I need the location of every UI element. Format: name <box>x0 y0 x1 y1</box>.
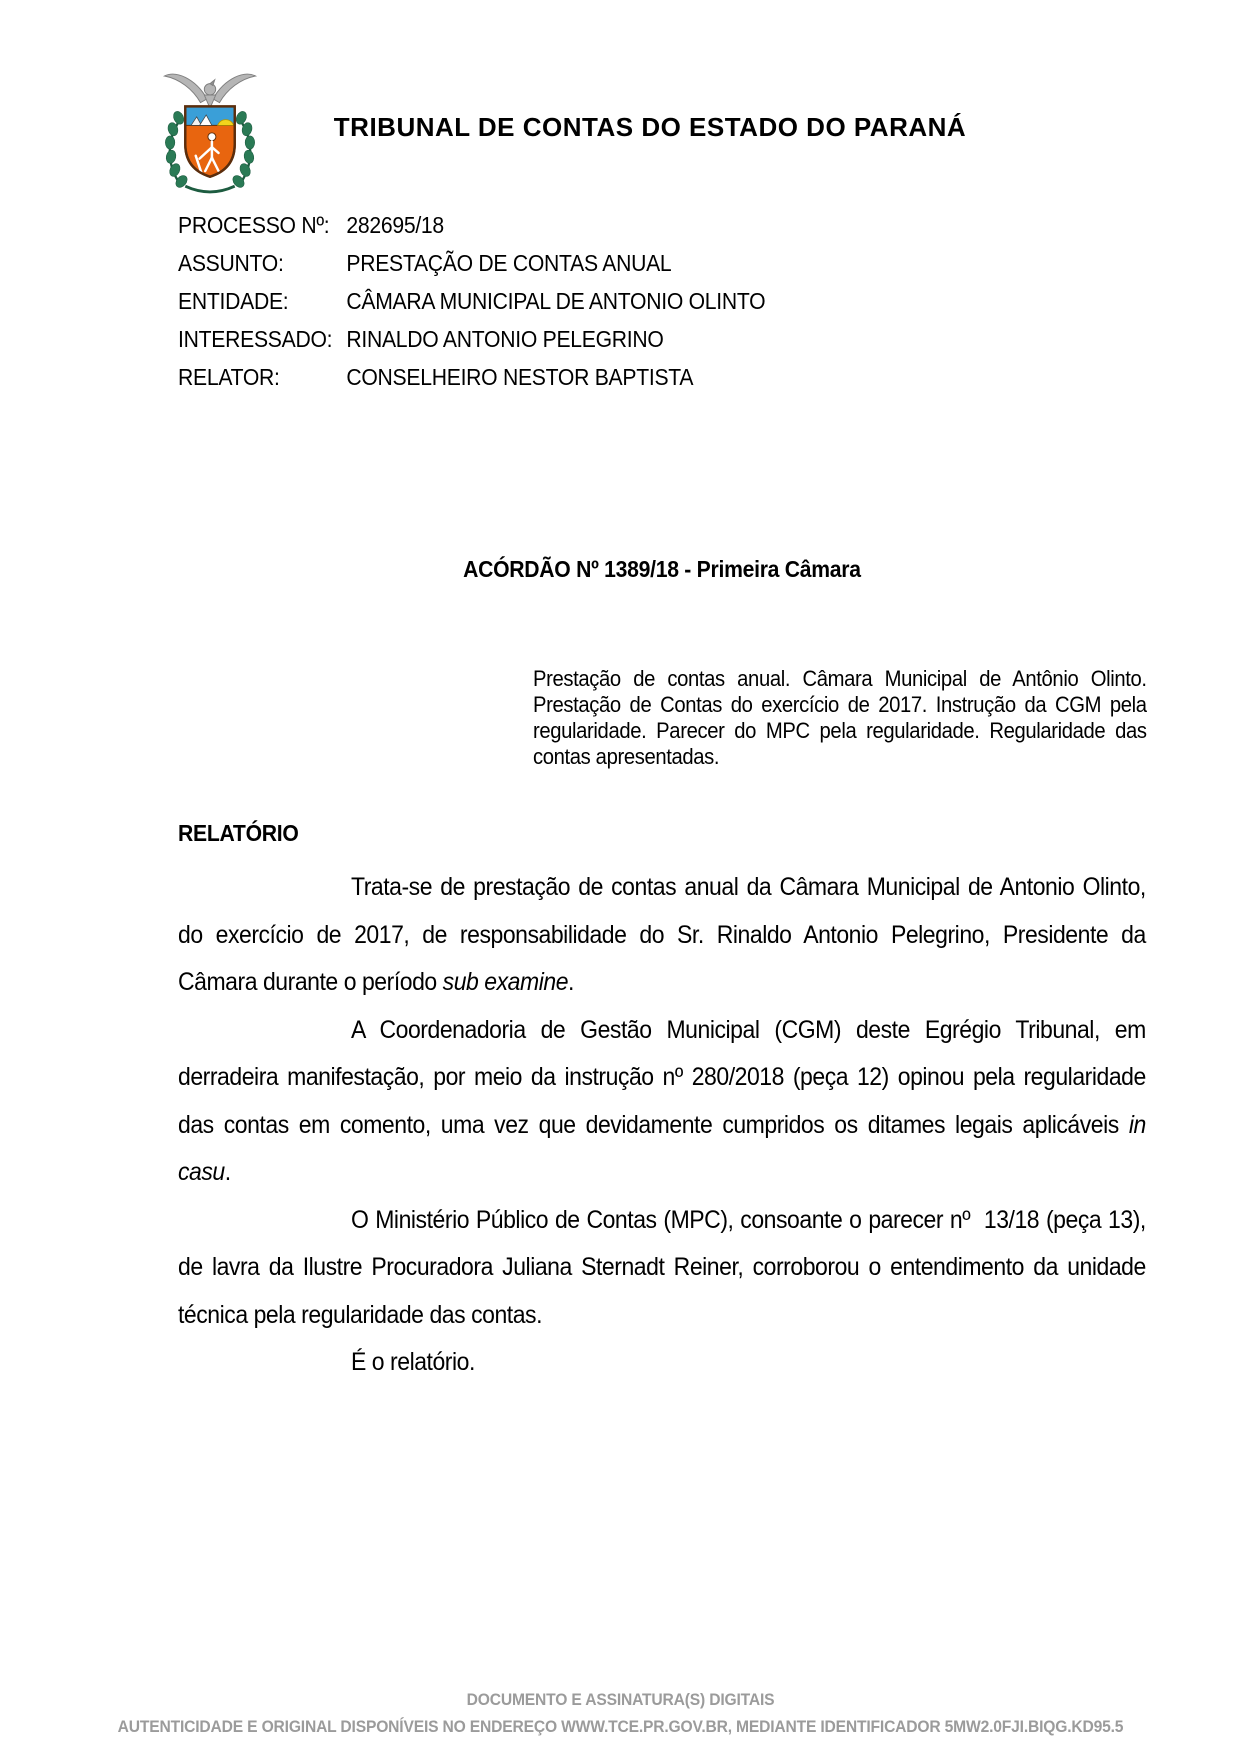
footer-line-2: AUTENTICIDADE E ORIGINAL DISPONÍVEIS NO ENDEREÇO WWW.TCE.PR.GOV.BR, MEDIANTE IDENTIFICADOR 5MW2.0FJI.BIQG.KD95.5 <box>117 1717 1124 1736</box>
report-paragraph <box>178 1339 1146 1387</box>
process-row-relator <box>178 358 1146 396</box>
acordao-heading: ACÓRDÃO Nº 1389/18 - Primeira Câmara <box>463 556 861 582</box>
paragraph-text: . <box>224 1158 231 1186</box>
report-paragraph <box>178 1197 1146 1340</box>
ementa-summary: Prestação de contas anual. Câmara Municipal de Antônio Olinto. Prestação de Contas do exercício de 2017. Instrução da CGM pela regularidade. Parecer do MPC pela regularidade. Regularidade das contas apresentadas. <box>533 666 1147 769</box>
process-info-block <box>178 206 1146 396</box>
process-row-entidade <box>178 282 1146 320</box>
relatorio-heading: RELATÓRIO <box>178 820 299 846</box>
paragraph-text: A Coordenadoria de Gestão Municipal (CGM) deste Egrégio Tribunal, em derradeira manifestação, por meio da instrução nº 280/2018 (peça 12) opinou pela regularidade das contas em comento, uma vez que devidamente cumpridos os ditames legais aplicáveis <box>178 1015 1146 1139</box>
process-value: CÂMARA MUNICIPAL DE ANTONIO OLINTO <box>346 287 766 314</box>
process-row-assunto <box>178 244 1146 282</box>
paragraph-text: É o relatório. <box>350 1348 475 1376</box>
process-value: PRESTAÇÃO DE CONTAS ANUAL <box>346 249 672 276</box>
process-label: ENTIDADE: <box>178 287 289 314</box>
process-label: INTERESSADO: <box>178 325 333 352</box>
digital-signature-footer <box>50 1686 1192 1740</box>
process-row-interessado <box>178 320 1146 358</box>
page-title: TRIBUNAL DE CONTAS DO ESTADO DO PARANÁ <box>333 112 967 142</box>
process-row-numero <box>178 206 1146 244</box>
process-value: CONSELHEIRO NESTOR BAPTISTA <box>346 363 694 390</box>
process-label: PROCESSO Nº: <box>178 211 330 238</box>
paragraph-text: . <box>568 968 574 996</box>
report-paragraph <box>178 1007 1146 1197</box>
parana-coat-of-arms-logo <box>153 66 267 200</box>
report-paragraph <box>178 864 1146 1007</box>
paragraph-text: Trata-se de prestação de contas anual da Câmara Municipal de Antonio Olinto, do exercício de 2017, de responsabilidade do Sr. Rinaldo Antonio Pelegrino, Presidente da Câmara durante o período <box>178 873 1146 996</box>
report-body <box>178 864 1146 1387</box>
process-label: ASSUNTO: <box>178 249 284 276</box>
coat-of-arms-icon <box>153 66 267 200</box>
footer-line-1: DOCUMENTO E ASSINATURA(S) DIGITAIS <box>466 1690 775 1709</box>
process-label: RELATOR: <box>178 363 280 390</box>
paragraph-text: O Ministério Público de Contas (MPC), consoante o parecer nº 13/18 (peça 13), de lavra da Ilustre Procuradora Juliana Sternadt Reiner, corroborou o entendimento da unidade técnica pela regularidade das contas. <box>178 1205 1146 1329</box>
process-value: RINALDO ANTONIO PELEGRINO <box>346 325 664 352</box>
latin-term-italic: in casu <box>178 1110 1146 1186</box>
latin-term-italic: sub examine <box>442 968 569 996</box>
process-value: 282695/18 <box>346 211 444 238</box>
